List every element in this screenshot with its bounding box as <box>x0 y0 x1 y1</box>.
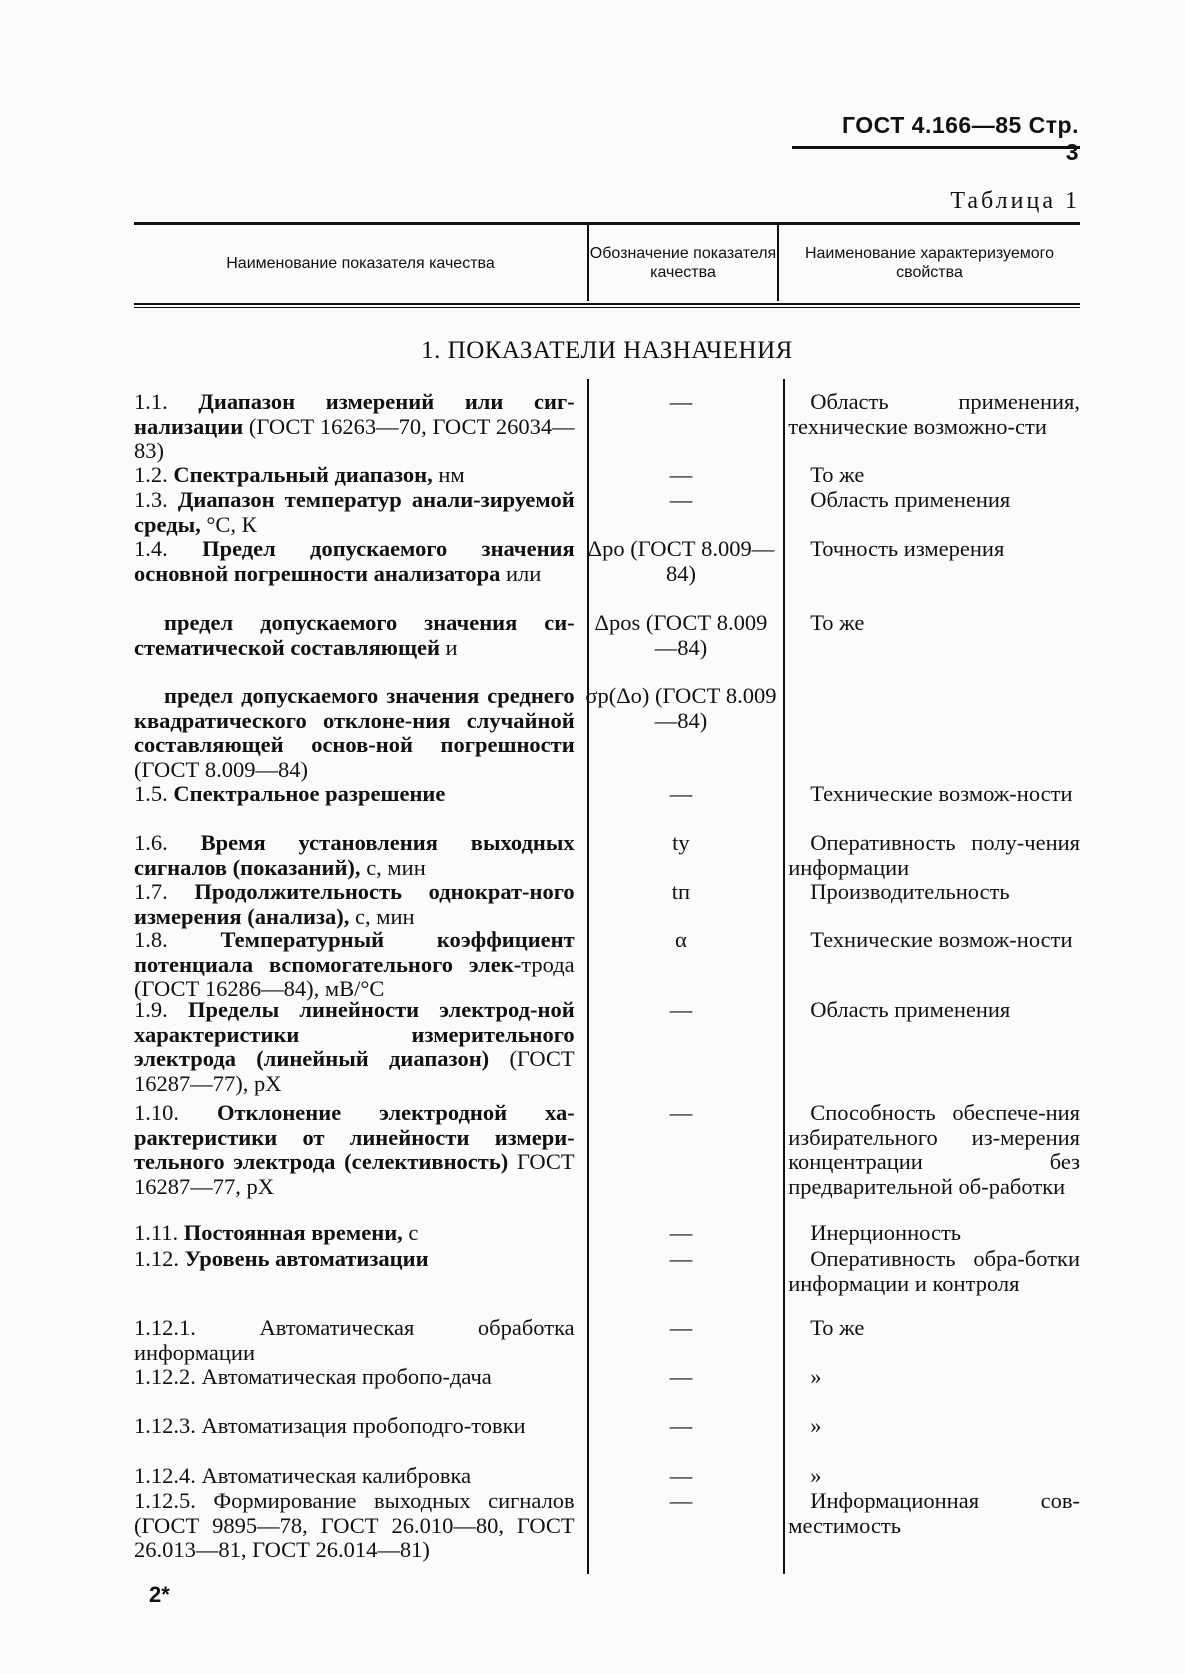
characterized-property: Производительность <box>810 879 1010 904</box>
indicator-name <box>134 537 575 586</box>
table-row <box>134 1221 1080 1246</box>
characterized-property: Инерционность <box>810 1220 962 1245</box>
indicator-name <box>134 831 575 880</box>
page-mark: 2* <box>149 1582 170 1607</box>
indicator-symbol: — <box>669 1246 693 1271</box>
indicator-symbol: — <box>669 462 693 487</box>
characterized-property <box>788 684 1080 782</box>
indicator-detail: Формирование выходных сигналов (ГОСТ 9895—78, ГОСТ 26.010—80, ГОСТ 26.013—81, ГОСТ 26.014—81) <box>134 1488 575 1562</box>
indicator-detail: (ГОСТ 16287—77), рХ <box>134 1046 575 1096</box>
table-row <box>134 463 1080 488</box>
characterized-property: То же <box>810 610 865 635</box>
column-header-name: Наименование показателя качества <box>134 225 589 301</box>
page-header: ГОСТ 4.166—85 Стр. 3 <box>842 112 1079 165</box>
characterized-property: То же <box>810 462 865 487</box>
indicator-symbol: — <box>669 1364 693 1389</box>
indicator-title: предел допускаемого значения среднего квадратического отклоне-ния случайной составляющей основ-ной погрешности <box>134 683 575 757</box>
indicator-symbol: — <box>669 781 693 806</box>
characterized-property: Область применения <box>810 997 1011 1022</box>
characterized-property: Оперативность полу-чения информации <box>788 830 1080 880</box>
indicator-title: Спектральный диапазон, <box>173 462 433 487</box>
indicator-title: Диапазон измерений или сиг-нализации <box>134 389 575 439</box>
section-title: 1. ПОКАЗАТЕЛИ НАЗНАЧЕНИЯ <box>421 337 793 364</box>
indicator-number: 1.11. <box>134 1220 179 1245</box>
indicator-detail: нм <box>432 462 465 487</box>
indicator-title: предел допускаемого значения си-стематической составляющей <box>134 610 575 660</box>
indicator-number: 1.5. <box>134 781 168 806</box>
table-row <box>134 831 1080 880</box>
indicator-name <box>134 611 575 660</box>
header-rule <box>792 146 1080 149</box>
indicator-symbol: — <box>669 1463 693 1488</box>
indicator-detail: (ГОСТ 8.009—84) <box>134 756 308 782</box>
indicator-number: 1.6. <box>134 830 168 855</box>
indicator-symbol: tу <box>672 830 690 855</box>
table-row <box>134 1489 1080 1563</box>
table-row <box>134 390 1080 464</box>
indicator-symbol: tп <box>671 879 691 904</box>
table-row <box>134 880 1080 929</box>
indicator-detail: ГОСТ 16287—77, рХ <box>134 1149 575 1199</box>
indicator-detail: Автоматическая калибровка <box>201 1463 472 1488</box>
table-row <box>134 928 1080 1002</box>
indicator-name <box>134 782 575 807</box>
table-row <box>134 1101 1080 1199</box>
indicator-detail: °С, К <box>200 511 257 537</box>
indicator-name <box>134 1414 575 1439</box>
indicator-name <box>134 463 575 488</box>
table-row <box>134 998 1080 1096</box>
column-header-symbol: Обозначение показателя качества <box>589 225 779 301</box>
indicator-number: 1.4. <box>134 536 168 561</box>
indicator-number: 1.2. <box>134 462 168 487</box>
indicator-symbol: — <box>669 997 693 1022</box>
indicator-number: 1.10. <box>134 1100 179 1125</box>
characterized-property: Точность измерения <box>810 536 1005 561</box>
table-header-rule <box>134 303 1080 305</box>
characterized-property: » <box>810 1364 822 1389</box>
indicator-detail: Автоматизация пробоподго-товки <box>201 1413 526 1438</box>
indicator-symbol: Δро (ГОСТ 8.009—84) <box>587 536 775 586</box>
table-row <box>134 1316 1080 1365</box>
characterized-property: Область применения <box>810 487 1011 512</box>
table-row <box>134 1464 1080 1489</box>
indicator-detail: с <box>402 1220 419 1245</box>
indicator-name <box>134 880 575 929</box>
characterized-property: Область применения, технические возможно-сти <box>788 389 1080 439</box>
indicator-number: 1.12.1. <box>134 1315 196 1340</box>
indicator-name <box>134 928 575 1002</box>
indicator-title: Продолжительность однократ-ного измерения (анализа), <box>134 879 575 929</box>
characterized-property: Оперативность обра-ботки информации и контроля <box>788 1246 1080 1296</box>
table-row <box>134 537 1080 586</box>
indicator-symbol: — <box>669 1220 693 1245</box>
indicator-title: Постоянная времени, <box>183 1220 403 1245</box>
characterized-property: Информационная сов-местимость <box>788 1488 1080 1538</box>
indicator-title: Предел допускаемого значения основной погрешности анализатора <box>134 536 575 586</box>
indicator-detail: с, мин <box>349 903 415 929</box>
characterized-property: Технические возмож-ности <box>810 781 1073 806</box>
indicator-name <box>134 390 575 464</box>
indicator-number: 1.12.5. <box>134 1488 196 1513</box>
indicator-symbol: — <box>669 1100 693 1125</box>
indicator-name <box>134 684 575 782</box>
characterized-property: Технические возмож-ности <box>810 927 1073 952</box>
indicator-symbol: — <box>669 1315 693 1340</box>
indicator-name <box>134 1247 575 1296</box>
table-label: Таблица 1 <box>950 188 1080 214</box>
indicator-name <box>134 1489 575 1563</box>
indicator-symbol: σр(Δо) (ГОСТ 8.009—84) <box>585 683 777 733</box>
indicator-detail: Автоматическая обработка информации <box>134 1315 575 1365</box>
characterized-property: То же <box>810 1315 865 1340</box>
indicator-title: Температурный коэффициент потенциала вспомогательного элек- <box>134 927 575 977</box>
indicator-number: 1.12.3. <box>134 1413 196 1438</box>
indicator-symbol: — <box>669 1488 693 1513</box>
indicator-detail: с, мин <box>360 854 426 880</box>
column-header-property: Наименование характеризуемого свойства <box>804 245 1055 281</box>
table-row <box>134 611 1080 660</box>
table-row <box>134 1365 1080 1390</box>
indicator-detail: трода (ГОСТ 16286—84), мВ/°С <box>134 951 575 1001</box>
indicator-name <box>134 1221 575 1246</box>
table-row <box>134 1414 1080 1439</box>
indicator-name <box>134 1316 575 1365</box>
indicator-name <box>134 1101 575 1199</box>
indicator-title: Отклонение электродной ха-рактеристики от линейности измери-тельного электрода (селективность) <box>134 1100 575 1174</box>
indicator-detail: или <box>500 560 542 586</box>
indicator-symbol: — <box>669 487 693 512</box>
characterized-property: » <box>810 1463 822 1488</box>
indicator-number: 1.3. <box>134 487 168 512</box>
indicator-symbol: Δpos (ГОСТ 8.009—84) <box>594 610 768 660</box>
indicator-detail: и <box>439 634 458 660</box>
table-header-rule-thin <box>134 307 1080 308</box>
indicator-title: Уровень автоматизации <box>184 1246 429 1271</box>
table-header <box>134 222 1080 308</box>
indicator-title: Спектральное разрешение <box>173 781 446 806</box>
indicator-title: Пределы линейности электрод-ной характеристики измерительного электрода (линейный диапазон) <box>134 997 575 1071</box>
indicator-number: 1.12. <box>134 1246 179 1271</box>
indicator-title: Время установления выходных сигналов (показаний), <box>134 830 575 880</box>
indicator-number: 1.9. <box>134 997 168 1022</box>
table-row <box>134 488 1080 537</box>
table-row <box>134 684 1080 782</box>
indicator-number: 1.7. <box>134 879 168 904</box>
indicator-number: 1.8. <box>134 927 168 952</box>
indicator-symbol: — <box>669 1413 693 1438</box>
table-row <box>134 782 1080 807</box>
characterized-property: Способность обеспече-ния избирательного из-мерения концентрации без предварительной об-работки <box>788 1100 1080 1199</box>
indicator-number: 1.1. <box>134 389 168 414</box>
indicator-name <box>134 1464 575 1489</box>
characterized-property: » <box>810 1413 822 1438</box>
indicator-symbol: α <box>675 927 687 952</box>
indicator-name <box>134 1365 575 1390</box>
table-row <box>134 1247 1080 1296</box>
indicator-name <box>134 998 575 1096</box>
indicator-symbol: — <box>669 389 693 414</box>
indicator-detail: Автоматическая пробопо-дача <box>201 1364 492 1389</box>
indicator-number: 1.12.4. <box>134 1463 196 1488</box>
indicator-name <box>134 488 575 537</box>
indicator-title: Диапазон температур анали-зируемой среды, <box>134 487 575 537</box>
indicator-number: 1.12.2. <box>134 1364 196 1389</box>
indicator-detail: (ГОСТ 16263—70, ГОСТ 26034—83) <box>134 413 575 463</box>
